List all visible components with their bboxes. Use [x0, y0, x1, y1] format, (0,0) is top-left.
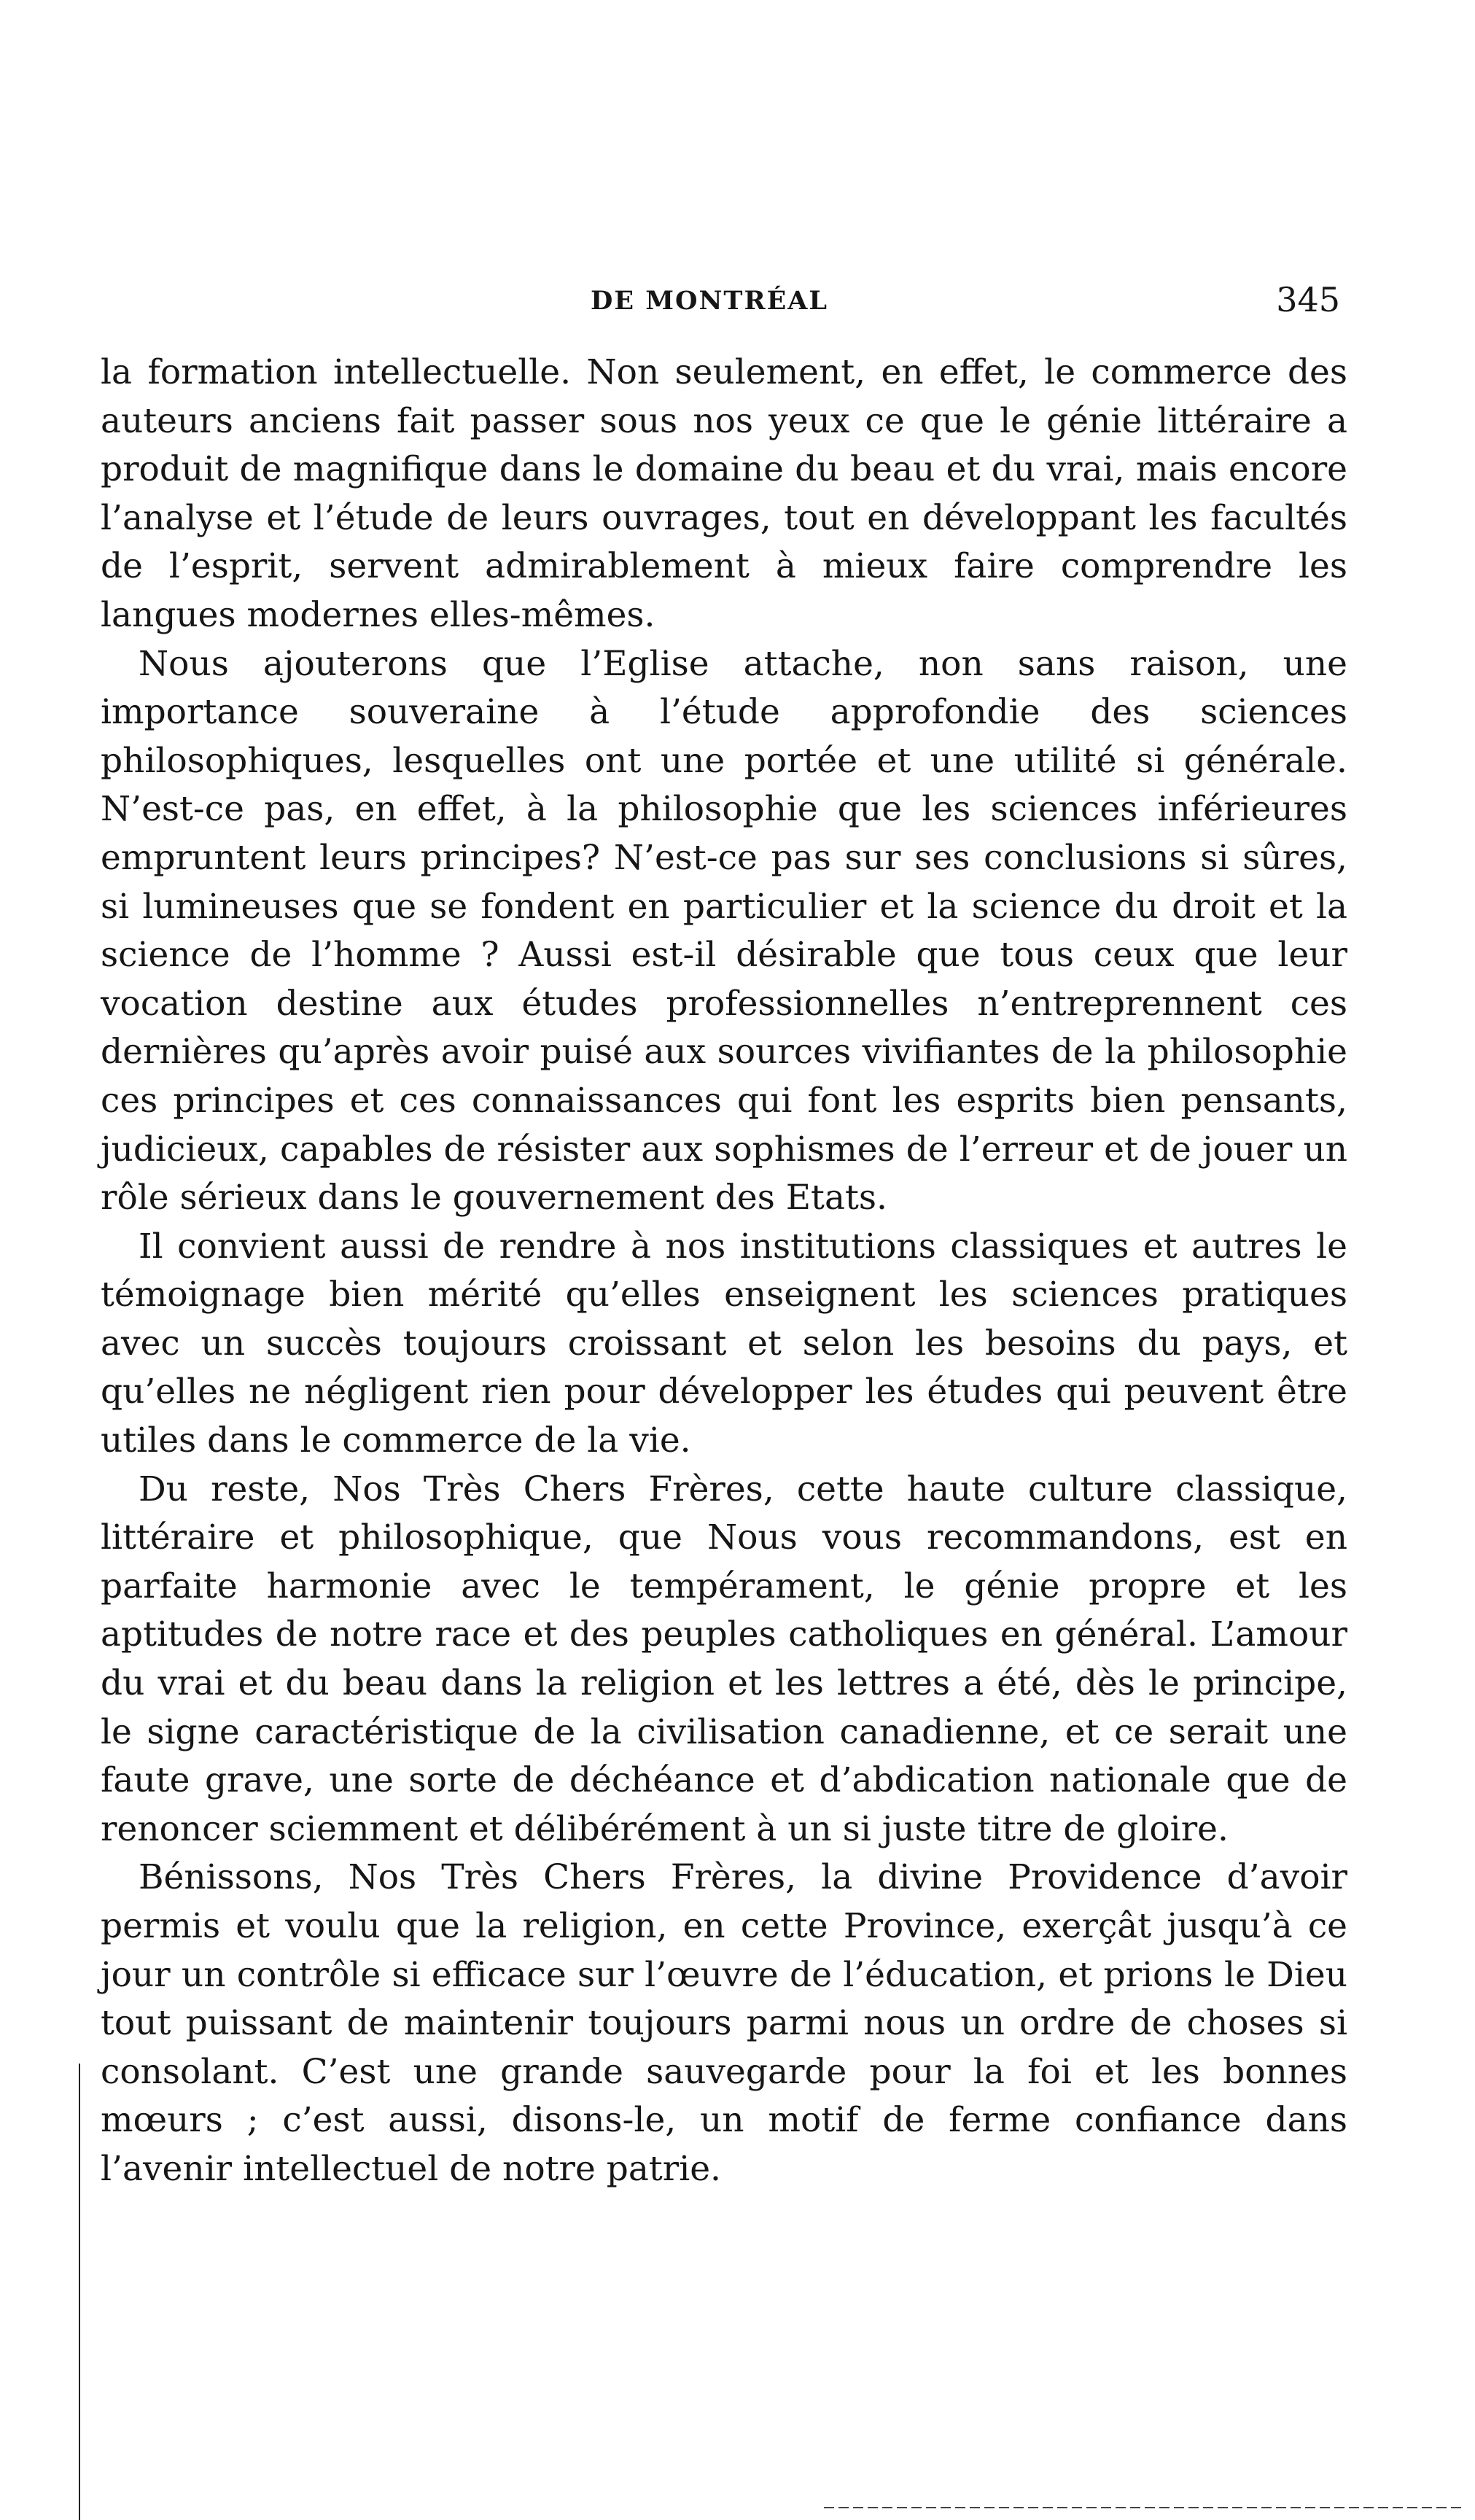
binding-margin-line — [79, 2064, 80, 2520]
paragraph-classical-culture: Du reste, Nos Très Chers Frères, cette haute culture classique, littéraire et philosophique, que Nous vous recommandons, est en parfaite harmonie avec le tempérament, le génie propre et les aptitudes de notre race et des peuples catholiques en général. L’amour du vrai et du beau dans la religion et les lettres a été, dès le principe, le signe caractéristique de la civilisation canadienne, et ce serait une faute grave, une sorte de déchéance et d’abdication nationale que de renoncer sciemment et délibérément à un si juste titre de gloire. — [101, 1469, 1347, 1849]
bottom-edge-rule — [824, 2507, 1466, 2508]
paragraph-continuation: la formation intellectuelle. Non seulement, en effet, le commerce des auteurs anciens fait passer sous nos yeux ce que le génie littéraire a produit de magnifique dans le domaine du beau et du vrai, mais encore l’analyse et l’étude de leurs ouvrages, tout en développant les facultés de l’esprit, servent admirablement à mieux faire comprendre les langues modernes elles-mêmes. — [101, 352, 1347, 635]
body-text — [101, 349, 1347, 2194]
running-head — [101, 280, 1340, 324]
paragraph-practical-sciences: Il convient aussi de rendre à nos institutions classiques et autres le témoignage bien mérité qu’elles enseignent les sciences pratiques avec un succès toujours croissant et selon les besoins du pays, et qu’elles ne négligent rien pour développer les études qui peuvent être utiles dans le commerce de la vie. — [101, 1226, 1347, 1461]
paragraph-providence: Bénissons, Nos Très Chers Frères, la divine Providence d’avoir permis et voulu que la religion, en cette Province, exerçât jusqu’à ce jour un contrôle si efficace sur l’œuvre de l’éducation, et prions le Dieu tout puissant de maintenir toujours parmi nous un ordre de choses si consolant. C’est une grande sauvegarde pour la foi et les bonnes mœurs ; c’est aussi, disons-le, un motif de ferme confiance dans l’avenir intellectuel de notre patrie. — [101, 1857, 1347, 2189]
running-title: DE MONTRÉAL — [591, 286, 829, 316]
page-number: 345 — [1276, 280, 1340, 319]
paragraph-philosophy: Nous ajouterons que l’Eglise attache, non sans raison, une importance souveraine à l’étude approfondie des sciences philosophiques, lesquelles ont une portée et une utilité si générale. N’est-ce pas, en effet, à la philosophie que les sciences inférieures empruntent leurs principes? N’est-ce pas sur ses conclusions si sûres, si lumineuses que se fondent en particulier et la science du droit et la science de l’homme ? Aussi est-il désirable que tous ceux que leur vocation destine aux études professionnelles n’entreprennent ces dernières qu’après avoir puisé aux sources vivifiantes de la philosophie ces principes et ces connaissances qui font les esprits bien pensants, judicieux, capables de résister aux sophismes de l’erreur et de jouer un rôle sérieux dans le gouvernement des Etats. — [101, 643, 1347, 1218]
